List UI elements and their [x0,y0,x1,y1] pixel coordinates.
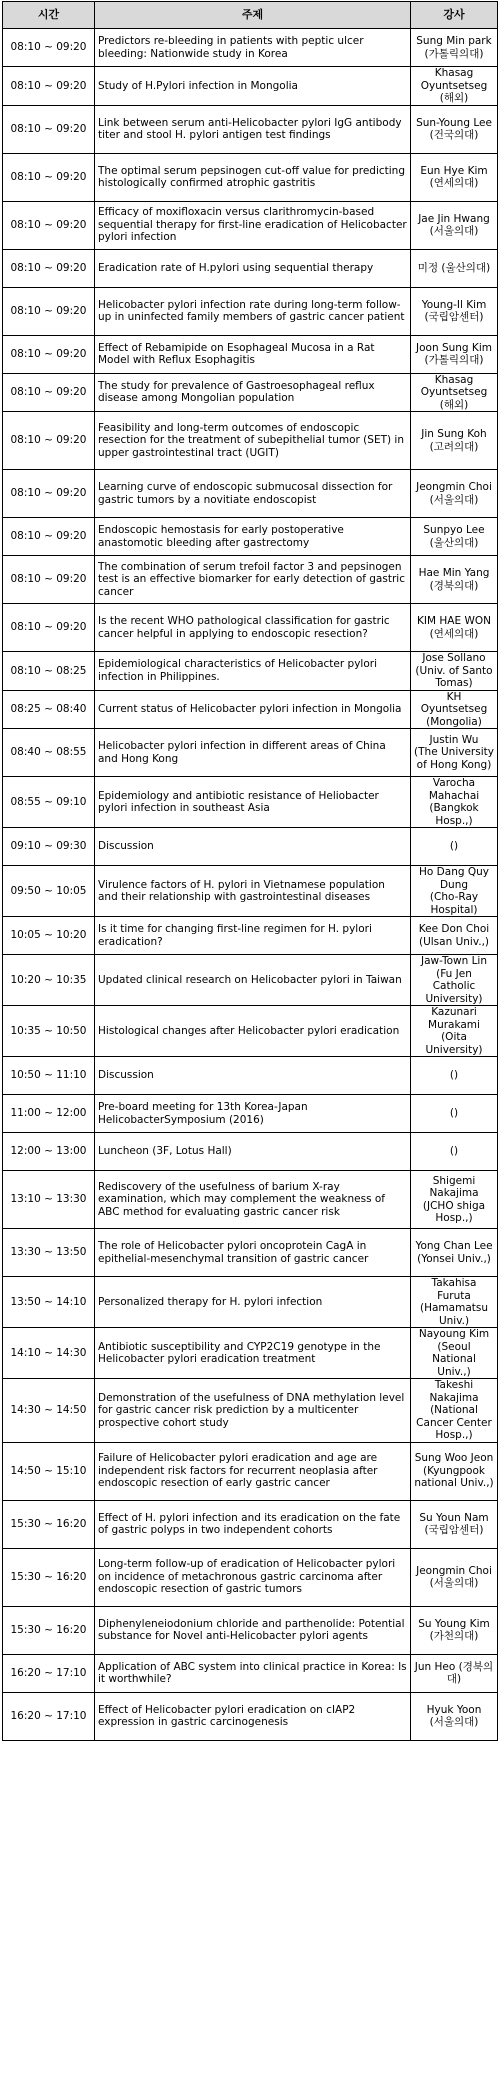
session-topic: Diphenyleneiodonium chloride and parthenolide: Potential substance for Novel anti-Helicobacter pylori agents [95,1606,411,1654]
session-topic: Epidemiology and antibiotic resistance of Heliobacter pylori infection in southeast Asia [95,777,411,828]
speaker-name: KH Oyuntsetseg [420,690,488,715]
speaker-affiliation: (연세의대) [429,627,479,640]
session-time: 08:10 ~ 09:20 [3,153,95,201]
speaker-name: Sung Woo Jeon [414,1452,494,1465]
session-topic: The role of Helicobacter pylori oncoprotein CagA in epithelial-mesenchymal transition of gastric cancer [95,1229,411,1277]
session-speaker [411,1095,498,1133]
speaker-name: Young-Il Kim [421,298,487,311]
speaker-affiliation: (가톨릭의대) [424,47,484,60]
session-topic: The optimal serum pepsinogen cut-off value for predicting histologically confirmed atrophic gastritis [95,153,411,201]
session-time: 16:20 ~ 17:10 [3,1692,95,1740]
speaker-affiliation: (고려의대) [429,440,479,453]
speaker-affiliation: (서울의대) [429,1577,479,1589]
table-row [3,866,498,917]
session-time: 08:10 ~ 09:20 [3,201,95,249]
speaker-affiliation: (건국의대) [429,129,479,141]
session-speaker [411,67,498,106]
session-time: 13:30 ~ 13:50 [3,1229,95,1277]
session-topic: The combination of serum trefoil factor 3 and pepsinogen test is an effective biomarker for early detection of gastric cancer [95,556,411,604]
speaker-affiliation: (경북의대) [429,579,479,592]
table-row [3,1379,498,1443]
session-time: 10:35 ~ 10:50 [3,1006,95,1057]
header-row [3,2,498,29]
session-topic: Application of ABC system into clinical practice in Korea: Is it worthwhile? [95,1654,411,1692]
table-body [3,29,498,1741]
speaker-name: Ho Dang Quy Dung [419,866,489,891]
session-speaker [411,1548,498,1606]
session-speaker [411,412,498,470]
session-time: 10:05 ~ 10:20 [3,917,95,955]
session-speaker [411,153,498,201]
session-topic: Helicobacter pylori infection in different areas of China and Hong Kong [95,729,411,777]
session-topic: Virulence factors of H. pylori in Vietnamese population and their relationship with gastrointestinal diseases [95,866,411,917]
speaker-affiliation: (Mongolia) [426,715,482,728]
speaker-affiliation: (Cho-Ray Hospital) [429,891,479,916]
table-row [3,1692,498,1740]
session-speaker [411,335,498,373]
session-speaker [411,828,498,866]
speaker-name: Jun Heo (경북의대) [414,1660,494,1685]
session-time: 15:30 ~ 16:20 [3,1606,95,1654]
speaker-name: Su Youn Nam [419,1511,489,1524]
session-time: 08:10 ~ 09:20 [3,287,95,335]
table-row [3,1277,498,1328]
speaker-name: Jaw-Town Lin [421,955,487,967]
table-row [3,1548,498,1606]
speaker-column-header: 강사 [411,2,498,29]
speaker-name: Jin Sung Koh [421,428,487,440]
table-row [3,955,498,1006]
session-topic: Current status of Helicobacter pylori infection in Mongolia [95,690,411,729]
session-speaker [411,1500,498,1548]
table-row [3,249,498,287]
session-speaker [411,1606,498,1654]
speaker-affiliation: (National Cancer Center Hosp.,) [416,1404,492,1441]
session-speaker [411,1006,498,1057]
session-speaker [411,729,498,777]
table-row [3,67,498,106]
table-row [3,412,498,470]
session-time: 08:10 ~ 09:20 [3,518,95,556]
speaker-affiliation: (해외) [439,92,469,104]
session-time: 08:10 ~ 08:25 [3,652,95,691]
session-topic: The study for prevalence of Gastroesophageal reflux disease among Mongolian population [95,373,411,412]
table-row [3,1500,498,1548]
speaker-name: Jeongmin Choi [416,1564,492,1577]
table-row [3,1057,498,1095]
session-time: 14:50 ~ 15:10 [3,1442,95,1500]
speaker-affiliation: (The University of Hong Kong) [414,746,494,771]
speaker-affiliation: (가천의대) [429,1630,479,1642]
session-time: 08:10 ~ 09:20 [3,335,95,373]
speaker-name: Jeongmin Choi [416,481,492,493]
speaker-name: Joon Sung Kim [416,341,492,354]
speaker-name: Kee Don Choi [418,923,490,935]
session-topic: Feasibility and long-term outcomes of endoscopic resection for the treatment of subepithelial tumor (SET) in upper gastrointestinal tract (UGIT) [95,412,411,470]
session-time: 08:10 ~ 09:20 [3,470,95,518]
speaker-affiliation: (Kyungpook national Univ.,) [414,1464,494,1490]
table-row [3,917,498,955]
session-topic: Efficacy of moxifloxacin versus clarithromycin-based sequential therapy for first-line eradication of Helicobacter pylori infection [95,201,411,249]
session-time: 16:20 ~ 17:10 [3,1654,95,1692]
speaker-name: Shigemi Nakajima [429,1174,479,1199]
speaker-affiliation: (서울의대) [429,493,479,506]
speaker-name: Sunpyo Lee [423,524,485,536]
session-time: 08:10 ~ 09:20 [3,67,95,106]
speaker-name: Takeshi Nakajima [429,1379,479,1404]
session-speaker [411,470,498,518]
table-row [3,828,498,866]
session-topic: Effect of Helicobacter pylori eradication on cIAP2 expression in gastric carcinogenesis [95,1692,411,1740]
session-time: 15:30 ~ 16:20 [3,1500,95,1548]
session-speaker [411,518,498,556]
session-topic: Pre-board meeting for 13th Korea-Japan HelicobacterSymposium (2016) [95,1095,411,1133]
speaker-name: Varocha Mahachai [428,777,480,802]
session-speaker [411,1057,498,1095]
speaker-name: Jae Jin Hwang [418,212,490,225]
speaker-affiliation: (울산의대) [429,536,479,549]
session-speaker [411,1229,498,1277]
speaker-affiliation: (Yonsei Univ.,) [417,1252,491,1265]
session-time: 09:10 ~ 09:30 [3,828,95,866]
table-row [3,1006,498,1057]
speaker-name: Sung Min park [416,35,492,47]
speaker-name: Justin Wu [429,733,479,746]
session-time: 12:00 ~ 13:00 [3,1133,95,1171]
session-speaker [411,105,498,153]
speaker-affiliation: (연세의대) [429,177,479,189]
session-speaker [411,201,498,249]
table-row [3,373,498,412]
session-topic: Long-term follow-up of eradication of Helicobacter pylori on incidence of metachronous gastric carcinoma after endoscopic resection of gastric tumors [95,1548,411,1606]
session-speaker [411,29,498,67]
session-speaker [411,917,498,955]
session-speaker [411,249,498,287]
table-row [3,201,498,249]
session-topic: Is it time for changing first-line regimen for H. pylori eradication? [95,917,411,955]
session-speaker [411,1654,498,1692]
speaker-affiliation: (Bangkok Hosp.,) [429,802,479,827]
table-header [3,2,498,29]
speaker-affiliation: (Ulsan Univ.,) [418,935,490,948]
speaker-name: Su Young Kim [418,1617,490,1630]
session-time: 11:00 ~ 12:00 [3,1095,95,1133]
session-time: 08:25 ~ 08:40 [3,690,95,729]
session-topic: Effect of Rebamipide on Esophageal Mucosa in a Rat Model with Reflux Esophagitis [95,335,411,373]
table-row [3,1442,498,1500]
speaker-name: Kazunari Murakami [428,1006,480,1031]
speaker-affiliation: (국립암센터) [424,1524,484,1536]
time-column-header: 시간 [3,2,95,29]
session-speaker [411,1692,498,1740]
table-row [3,105,498,153]
session-time: 08:40 ~ 08:55 [3,729,95,777]
session-time: 08:10 ~ 09:20 [3,373,95,412]
session-speaker [411,287,498,335]
speaker-affiliation: (해외) [439,398,469,411]
speaker-affiliation: (Univ. of Santo Tomas) [415,664,493,689]
speaker-name: () [449,1145,459,1158]
session-speaker [411,1442,498,1500]
session-topic: Endoscopic hemostasis for early postoperative anastomotic bleeding after gastrectomy [95,518,411,556]
table-row [3,729,498,777]
speaker-affiliation: (Hamamatsu Univ.) [420,1302,488,1327]
table-row [3,1654,498,1692]
speaker-affiliation: (국립암센터) [424,311,484,323]
session-speaker [411,1328,498,1379]
session-topic: Discussion [95,828,411,866]
speaker-name: Eun Hye Kim [420,164,488,177]
table-row [3,287,498,335]
session-time: 10:50 ~ 11:10 [3,1057,95,1095]
session-time: 10:20 ~ 10:35 [3,955,95,1006]
session-speaker [411,1379,498,1443]
speaker-name: Khasag Oyuntsetseg [420,67,488,92]
session-topic: Antibiotic susceptibility and CYP2C19 genotype in the Helicobacter pylori eradication treatment [95,1328,411,1379]
speaker-affiliation: (Fu Jen Catholic University) [425,967,483,1005]
session-time: 08:10 ~ 09:20 [3,249,95,287]
table-row [3,690,498,729]
speaker-name: Takahisa Furuta [431,1277,477,1302]
speaker-affiliation: (서울의대) [429,225,479,237]
session-speaker [411,1277,498,1328]
session-speaker [411,1133,498,1171]
speaker-affiliation: (Seoul National Univ.,) [432,1340,476,1378]
session-topic: Eradication rate of H.pylori using sequential therapy [95,249,411,287]
session-topic: Learning curve of endoscopic submucosal dissection for gastric tumors by a novitiate endoscopist [95,470,411,518]
session-speaker [411,556,498,604]
speaker-affiliation: (가톨릭의대) [424,354,484,366]
session-topic: Failure of Helicobacter pylori eradication and age are independent risk factors for recurrent neoplasia after endoscopic resection of early gastric cancer [95,1442,411,1500]
table-row [3,556,498,604]
session-topic: Luncheon (3F, Lotus Hall) [95,1133,411,1171]
table-row [3,29,498,67]
session-topic: Study of H.Pylori infection in Mongolia [95,67,411,106]
table-row [3,1171,498,1229]
session-speaker [411,866,498,917]
speaker-name: KIM HAE WON [417,615,491,627]
table-row [3,335,498,373]
speaker-name: Hae Min Yang [418,567,490,579]
table-row [3,1229,498,1277]
session-speaker [411,373,498,412]
session-topic: Epidemiological characteristics of Helicobacter pylori infection in Philippines. [95,652,411,691]
session-topic: Helicobacter pylori infection rate during long-term follow-up in uninfected family members of gastric cancer patient [95,287,411,335]
session-topic: Updated clinical research on Helicobacter pylori in Taiwan [95,955,411,1006]
table-row [3,652,498,691]
session-topic: Discussion [95,1057,411,1095]
session-topic: Histological changes after Helicobacter pylori eradication [95,1006,411,1057]
table-row [3,1133,498,1171]
table-row [3,777,498,828]
session-time: 08:10 ~ 09:20 [3,105,95,153]
table-row [3,153,498,201]
session-time: 09:50 ~ 10:05 [3,866,95,917]
session-time: 08:10 ~ 09:20 [3,604,95,652]
speaker-name: Hyuk Yoon [426,1703,482,1716]
session-time: 13:50 ~ 14:10 [3,1277,95,1328]
session-topic: Personalized therapy for H. pylori infection [95,1277,411,1328]
session-topic: Effect of H. pylori infection and its eradication on the fate of gastric polyps in two independent cohorts [95,1500,411,1548]
session-time: 08:10 ~ 09:20 [3,29,95,67]
speaker-affiliation: (서울의대) [429,1716,479,1728]
session-time: 13:10 ~ 13:30 [3,1171,95,1229]
session-time: 14:30 ~ 14:50 [3,1379,95,1443]
speaker-name: Nayoung Kim [418,1328,490,1340]
speaker-name: () [449,1107,459,1120]
speaker-affiliation: (JCHO shiga Hosp.,) [422,1199,486,1224]
table-row [3,1328,498,1379]
speaker-affiliation: (Oita University) [425,1031,483,1056]
session-speaker [411,690,498,729]
speaker-name: 미정 (울산의대) [417,261,491,274]
speaker-name: Jose Sollano [422,652,486,664]
table-row [3,1606,498,1654]
session-time: 08:10 ~ 09:20 [3,556,95,604]
session-topic: Demonstration of the usefulness of DNA methylation level for gastric cancer risk prediction by a multicenter prospective cohort study [95,1379,411,1443]
session-time: 14:10 ~ 14:30 [3,1328,95,1379]
session-topic: Is the recent WHO pathological classification for gastric cancer helpful in applying to endoscopic resection? [95,604,411,652]
speaker-name: () [449,840,459,853]
session-speaker [411,777,498,828]
session-speaker [411,1171,498,1229]
session-speaker [411,652,498,691]
session-topic: Link between serum anti-Helicobacter pylori IgG antibody titer and stool H. pylori antigen test findings [95,105,411,153]
table-row [3,604,498,652]
table-row [3,1095,498,1133]
session-topic: Rediscovery of the usefulness of barium X-ray examination, which may complement the weakness of ABC method for evaluating gastric cancer risk [95,1171,411,1229]
speaker-name: () [449,1069,459,1082]
speaker-name: Sun-Young Lee [416,116,492,129]
session-time: 08:55 ~ 09:10 [3,777,95,828]
table-row [3,518,498,556]
schedule-table [2,1,498,1741]
session-topic: Predictors re-bleeding in patients with peptic ulcer bleeding: Nationwide study in Korea [95,29,411,67]
topic-column-header: 주제 [95,2,411,29]
table-row [3,470,498,518]
session-time: 08:10 ~ 09:20 [3,412,95,470]
speaker-name: Khasag Oyuntsetseg [420,373,488,398]
session-speaker [411,604,498,652]
session-time: 15:30 ~ 16:20 [3,1548,95,1606]
speaker-name: Yong Chan Lee [415,1240,493,1252]
session-speaker [411,955,498,1006]
